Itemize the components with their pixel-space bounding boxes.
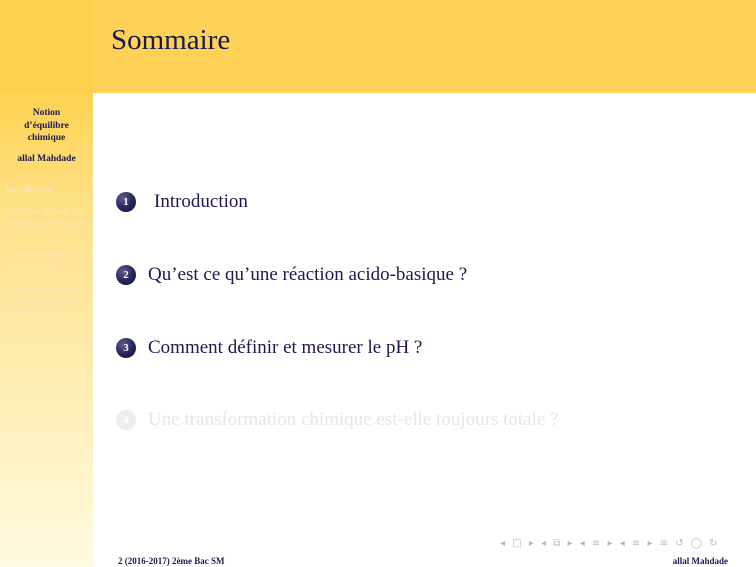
sidebar-title-line: Notion (32, 108, 61, 118)
sidebar-presentation-title[interactable] (4, 107, 89, 145)
frame-header (93, 0, 756, 93)
sidebar-title-line: d’équilibre (24, 120, 69, 131)
footer-left: 2 (2016-2017) 2ème Bac SM (118, 556, 225, 566)
frame-title: Sommaire (111, 24, 231, 56)
sidebar-header (0, 0, 93, 93)
sidebar-item-introduction[interactable]: Introduction (6, 184, 53, 194)
toc-number-badge: 1 (116, 192, 136, 212)
toc-label: Qu’est ce qu’une réaction acido-basique ? (148, 264, 468, 285)
toc-number-badge: 3 (116, 338, 136, 358)
toc-label: Introduction (154, 191, 248, 212)
toc-item-2[interactable] (116, 264, 467, 286)
toc-number-badge: 2 (116, 265, 136, 285)
toc-number-badge: 4 (116, 410, 136, 430)
toc-item-3[interactable] (116, 337, 422, 359)
sidebar-item-acido-basique[interactable]: Qu’est ce qu’une réaction acido-basique ? (6, 205, 88, 239)
sidebar-author[interactable]: allal Mahdade (17, 154, 76, 164)
toc-item-1[interactable] (116, 191, 248, 213)
navigation-symbols[interactable]: ◂ □ ▸ ◂ ⧉ ▸ ◂ ≡ ▸ ◂ ≡ ▸ ≡ ↺ ◯ ↻ (500, 538, 720, 549)
sidebar-item-transformation[interactable]: Une transformation chimique est-elle toujours totale ? (6, 283, 79, 316)
footer-right: allal Mahdade (672, 556, 728, 566)
sidebar-item-ph[interactable]: Comment définir et mesurer le pH ? (6, 250, 78, 272)
toc-label: Une transformation chimique est-elle toujours totale ? (148, 409, 559, 430)
toc-item-4[interactable] (116, 409, 559, 431)
sidebar-title-line: chimique (27, 133, 66, 143)
sidebar-nav (6, 184, 92, 328)
toc-label: Comment définir et mesurer le pH ? (148, 337, 423, 358)
